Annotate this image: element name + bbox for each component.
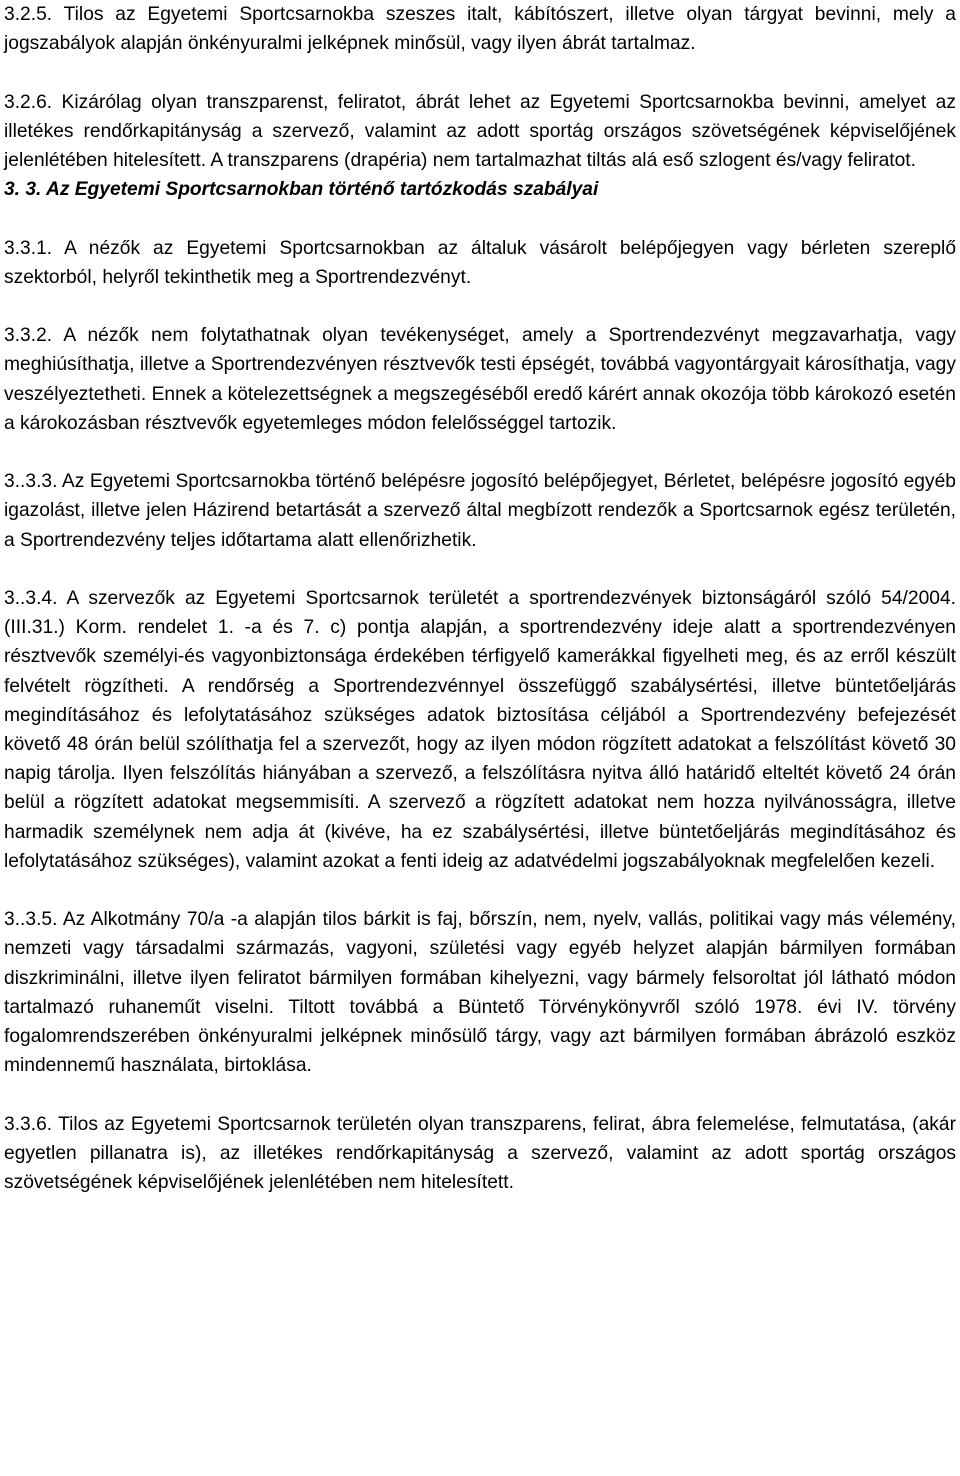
paragraph-number: 3.3.6. [4,1113,53,1135]
paragraph-number: 3.2.5. [4,4,53,25]
paragraph-spacer [4,1080,956,1109]
paragraph-number: 3.2.6. [4,91,53,113]
paragraph-spacer [4,876,956,905]
paragraph-3-3-3 [4,467,956,555]
paragraph-3-3-5 [4,905,956,1080]
paragraph-spacer [4,204,956,233]
paragraph-spacer [4,555,956,584]
paragraph-text: A nézők az Egyetemi Sportcsarnokban az általuk vásárolt belépőjegyen vagy bérleten szereplő szektorból, helyről tekinthetik meg a Sportrendezvényt. [4,237,957,288]
section-title: Az Egyetemi Sportcsarnokban történő tartózkodás szabályai [45,179,599,201]
paragraph-text: Tilos az Egyetemi Sportcsarnokba szeszes italt, kábítószert, illetve olyan tárgyat bevinni, mely a jogszabályok alapján önkényuralmi jelképnek minősül, vagy ilyen ábrát tartalmaz. [4,4,956,55]
paragraph-text: Az Alkotmány 70/a -a alapján tilos bárkit is faj, bőrszín, nem, nyelv, vallás, politikai vagy más vélemény, nemzeti vagy társadalmi származás, vagyoni, születési vagy egyéb helyzet alapján bármilyen formában diszkriminálni, illetve ilyen feliratot bármilyen formában kihelyezni, vagy bármely felsoroltat jól látható módon tartalmazó ruhaneműt viselni. Tiltott továbbá a Büntető Törvénykönyvről szóló 1978. évi IV. törvény fogalomrendszerében önkényuralmi jelképnek minősülő tárgy, vagy azt bármilyen formában ábrázoló eszköz mindennemű használata, birtoklása. [4,909,956,1077]
section-number: 3. 3. [4,179,42,201]
paragraph-text: A nézők nem folytathatnak olyan tevékenységet, amely a Sportrendezvényt megzavarhatja, vagy meghiúsíthatja, illetve a Sportrendezvényen résztvevők testi épségét, továbbá vagyontárgyait károsíthatja, vagy veszélyeztetheti. Ennek a kötelezettségnek a megszegéséből eredő kárért annak okozója több károkozó esetén a károkozásban résztvevők egyetemleges módon felelősséggel tartozik. [4,325,956,434]
paragraph-spacer [4,292,956,321]
paragraph-text: Az Egyetemi Sportcsarnokba történő belépésre jogosító belépőjegyet, Bérletet, belépésre jogosító egyéb igazolást, illetve jelen Házirend betartását a szervező által megbízott rendezők a Sportcsarnok egész területén, a Sportrendezvény teljes időtartama alatt ellenőrizhetik. [4,471,956,551]
paragraph-number: 3..3.5. [4,909,58,931]
paragraph-number: 3.3.1. [4,237,53,259]
paragraph-3-2-6 [4,88,956,176]
paragraph-3-3-2 [4,321,956,438]
section-heading [4,175,956,204]
paragraph-3-3-4 [4,584,956,876]
paragraph-text: Kizárólag olyan transzparenst, feliratot, ábrát lehet az Egyetemi Sportcsarnokba bevinni, amelyet az illetékes rendőrkapitányság a szervező, valamint az adott sportág országos szövetségének képviselőjének jelenlétében hitelesített. A transzparens (drapéria) nem tartalmazhat tiltás alá eső szlogent és/vagy feliratot. [4,91,956,171]
paragraph-3-2-5 [4,0,956,58]
paragraph-spacer [4,438,956,467]
paragraph-text: Tilos az Egyetemi Sportcsarnok területén olyan transzparens, felirat, ábra felemelése, felmutatása, (akár egyetlen pillanatra is), az illetékes rendőrkapitányság a szervező, valamint az adott sportág országos szövetségének képviselőjének jelenlétében nem hitelesített. [4,1113,956,1194]
paragraph-number: 3..3.4. [4,587,58,609]
paragraph-number: 3..3.3. [4,471,58,493]
paragraph-number: 3.3.2. [4,325,53,347]
paragraph-3-3-1 [4,234,956,292]
paragraph-spacer [4,58,956,87]
paragraph-text: A szervezők az Egyetemi Sportcsarnok területét a sportrendezvények biztonságáról szóló 54/2004. (III.31.) Korm. rendelet 1. -a és 7. c) pontja alapján, a sportrendezvény ideje alatt a sportrendezvényen résztvevők személyi-és vagyonbiztonsága érdekében térfigyelő kamerákkal figyelheti meg, és az erről készült felvételt rögzítheti. A rendőrség a Sportrendezvénnyel összefüggő szabálysértési, illetve büntetőeljárás megindításához és lefolytatásához szükséges adatok biztosítása céljából a Sportrendezvény befejezését követő 48 órán belül szólíthatja fel a szervezőt, hogy az ilyen módon rögzített adatokat a felszólítást követő 30 napig tárolja. Ilyen felszólítás hiányában a szervező, a felszólításra nyitva álló határidő elteltét követő 24 órán belül a rögzített adatokat megsemmisíti. A szervező a rögzített adatokat nem hozza nyilvánosságra, illetve harmadik személynek nem adja át (kivéve, ha ez szabálysértési, illetve büntetőeljárás megindításához és lefolytatásához szükséges), valamint azokat a fenti ideig az adatvédelmi jogszabályoknak megfelelően kezeli. [4,587,956,872]
paragraph-3-3-6 [4,1110,956,1198]
